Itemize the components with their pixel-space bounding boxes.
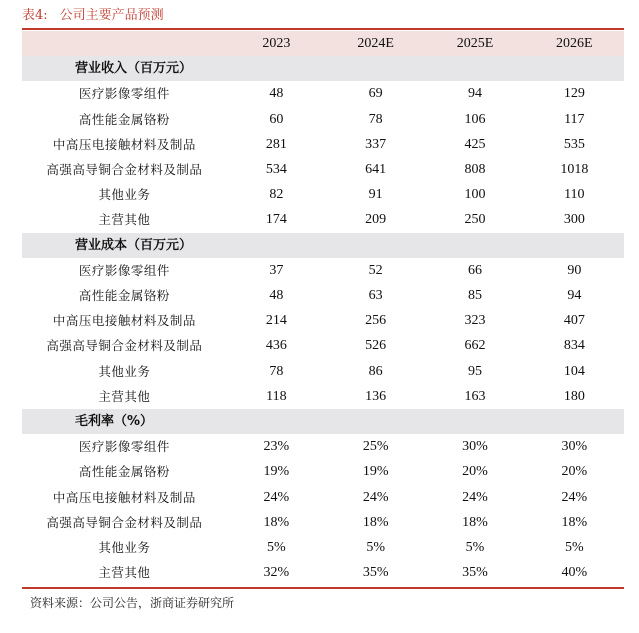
table-title: [22, 4, 164, 23]
value-cell: 104: [563, 363, 585, 379]
value-cell: 48: [269, 86, 284, 102]
table-row: [22, 308, 624, 333]
value-cell: 214: [265, 313, 287, 329]
table-row: [22, 535, 624, 560]
table-row: [22, 459, 624, 484]
row-label: 医疗影像零组件: [78, 86, 170, 102]
table-row: [22, 384, 624, 409]
value-cell: 19%: [362, 464, 389, 480]
row-label: 其他业务: [98, 363, 151, 379]
value-cell: 18%: [561, 514, 588, 530]
value-cell: 23%: [263, 439, 290, 455]
table-row: [22, 359, 624, 384]
value-cell: 32%: [263, 565, 290, 581]
value-cell: 641: [365, 162, 387, 178]
value-cell: 425: [464, 136, 486, 152]
value-cell: 526: [365, 338, 387, 354]
source-note: 资料来源：公司公告，浙商证券研究所: [30, 596, 235, 610]
value-cell: 5%: [366, 540, 385, 556]
table-row: [22, 258, 624, 283]
value-cell: 110: [564, 187, 585, 203]
row-label: 高强高导铜合金材料及制品: [46, 514, 203, 530]
table-title-text: 公司主要产品预测: [59, 8, 164, 23]
value-cell: 24%: [263, 489, 290, 505]
value-cell: 66: [467, 262, 482, 278]
value-cell: 407: [563, 313, 585, 329]
table-row: [22, 157, 624, 182]
value-cell: 86: [368, 363, 383, 379]
value-cell: 94: [467, 86, 482, 102]
value-cell: 5%: [564, 540, 584, 556]
row-label: 中高压电接触材料及制品: [52, 313, 196, 329]
value-cell: 78: [368, 111, 383, 127]
row-label: 主营其他: [98, 565, 151, 581]
header-row: [22, 31, 624, 56]
section-title: 营业成本（百万元）: [22, 233, 624, 258]
table-row: [22, 333, 624, 358]
row-label: 其他业务: [98, 540, 151, 556]
section-row: [22, 56, 624, 81]
value-cell: 30%: [462, 439, 488, 455]
header-cell: 2026E: [525, 31, 624, 56]
value-cell: 24%: [561, 489, 588, 505]
value-cell: 5%: [465, 540, 485, 556]
row-label: 医疗影像零组件: [78, 439, 170, 455]
value-cell: 535: [563, 136, 585, 152]
row-label: 其他业务: [98, 187, 151, 203]
value-cell: 337: [365, 136, 387, 152]
value-cell: 5%: [267, 540, 286, 556]
row-label: 高性能金属铬粉: [78, 464, 170, 480]
table-row: [22, 283, 624, 308]
value-cell: 662: [464, 338, 486, 354]
value-cell: 256: [365, 313, 387, 329]
value-cell: 60: [269, 111, 284, 127]
table-row: [22, 485, 624, 510]
top-rule: [22, 28, 624, 30]
section-title: 营业收入（百万元）: [22, 56, 624, 81]
row-label: 主营其他: [98, 388, 151, 404]
table-number: 表4:: [22, 8, 48, 23]
value-cell: 78: [269, 363, 284, 379]
forecast-table: [22, 31, 624, 585]
value-cell: 24%: [362, 489, 389, 505]
table-row: [22, 560, 624, 585]
value-cell: 136: [365, 388, 387, 404]
header-cell: 2024E: [326, 31, 425, 56]
table-row: [22, 510, 624, 535]
value-cell: 95: [467, 363, 482, 379]
value-cell: 834: [563, 338, 585, 354]
value-cell: 48: [269, 288, 284, 304]
value-cell: 24%: [462, 489, 488, 505]
table-row: [22, 81, 624, 106]
header-cell: 2023: [227, 31, 326, 56]
value-cell: 30%: [561, 439, 588, 455]
value-cell: 174: [265, 212, 287, 228]
bottom-rule: [22, 587, 624, 589]
value-cell: 1018: [560, 162, 589, 178]
value-cell: 534: [265, 162, 287, 178]
section-title: 毛利率（%）: [22, 409, 624, 434]
value-cell: 52: [368, 262, 383, 278]
table-row: [22, 207, 624, 232]
table-row: [22, 132, 624, 157]
value-cell: 69: [368, 86, 383, 102]
value-cell: 25%: [362, 439, 389, 455]
table-row: [22, 434, 624, 459]
value-cell: 281: [265, 136, 287, 152]
row-label: 高性能金属铬粉: [78, 111, 170, 127]
row-label: 中高压电接触材料及制品: [52, 489, 196, 505]
row-label: 中高压电接触材料及制品: [52, 136, 196, 152]
table-row: [22, 107, 624, 132]
table-row: [22, 182, 624, 207]
row-label: 医疗影像零组件: [78, 262, 170, 278]
header-cell: [22, 31, 227, 56]
value-cell: 19%: [263, 464, 290, 480]
value-cell: 35%: [462, 565, 488, 581]
value-cell: 94: [567, 288, 582, 304]
value-cell: 436: [265, 338, 287, 354]
row-label: 高性能金属铬粉: [78, 288, 170, 304]
value-cell: 20%: [561, 464, 588, 480]
row-label: 高强高导铜合金材料及制品: [46, 338, 203, 354]
section-row: [22, 409, 624, 434]
value-cell: 18%: [462, 514, 488, 530]
value-cell: 323: [464, 313, 486, 329]
value-cell: 106: [464, 111, 486, 127]
value-cell: 100: [464, 187, 486, 203]
value-cell: 163: [464, 388, 486, 404]
row-label: 高强高导铜合金材料及制品: [46, 162, 203, 178]
value-cell: 91: [368, 187, 383, 203]
value-cell: 35%: [362, 565, 389, 581]
value-cell: 82: [269, 187, 284, 203]
value-cell: 90: [567, 262, 582, 278]
row-label: 主营其他: [98, 212, 151, 228]
value-cell: 18%: [263, 514, 290, 530]
value-cell: 85: [467, 288, 482, 304]
value-cell: 20%: [462, 464, 488, 480]
value-cell: 37: [269, 262, 284, 278]
value-cell: 118: [266, 388, 287, 404]
value-cell: 18%: [362, 514, 389, 530]
value-cell: 300: [563, 212, 585, 228]
value-cell: 250: [464, 212, 486, 228]
value-cell: 40%: [561, 565, 588, 581]
value-cell: 63: [368, 288, 383, 304]
value-cell: 129: [563, 86, 585, 102]
section-row: [22, 233, 624, 258]
value-cell: 180: [563, 388, 585, 404]
value-cell: 209: [365, 212, 387, 228]
value-cell: 117: [564, 111, 585, 127]
header-cell: 2025E: [425, 31, 524, 56]
value-cell: 808: [464, 162, 486, 178]
